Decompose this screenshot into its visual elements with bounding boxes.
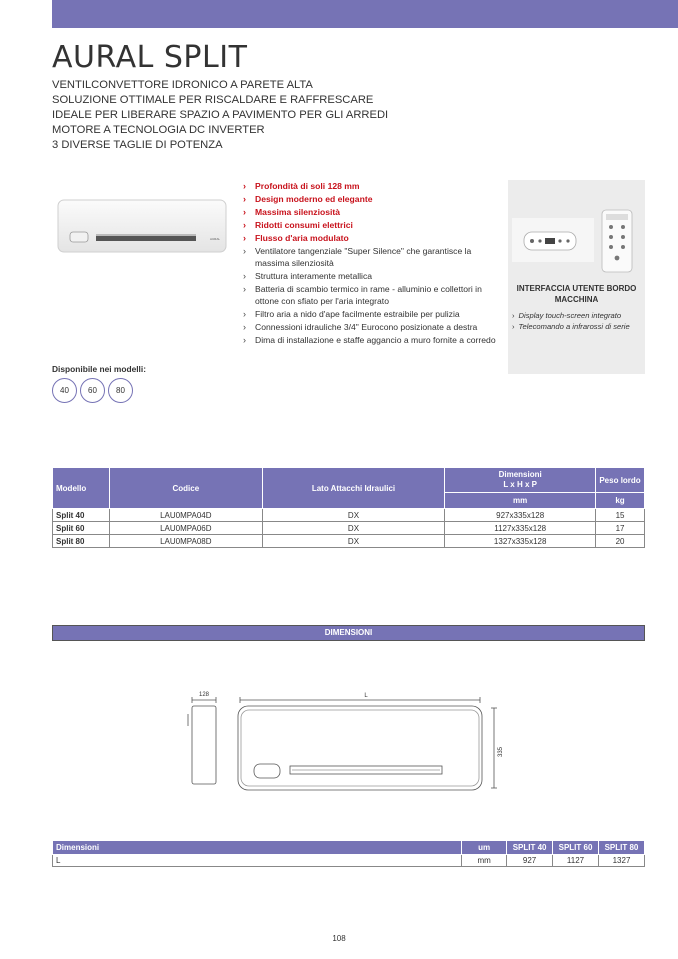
dim-col-header: Dimensioni	[53, 841, 462, 855]
page-title: AURAL SPLIT	[52, 40, 248, 75]
interface-list	[512, 310, 630, 332]
table-row: Split 40 LAU0MPA04D DX 927x335x128 15	[53, 509, 645, 522]
model-size-badge: 40	[52, 378, 77, 403]
bullet-icon: ›	[243, 194, 246, 204]
model-size-badge: 60	[80, 378, 105, 403]
feature-item: › Dima di installazione e staffe aggancio a muro fornite a corredo	[243, 335, 496, 345]
bullet-icon: ›	[243, 322, 246, 332]
feature-list	[242, 180, 502, 347]
bullet-icon: ›	[243, 207, 246, 217]
subtitle-block	[52, 78, 452, 153]
dimensions-section-header: DIMENSIONI	[52, 625, 645, 641]
product-image	[52, 188, 232, 260]
bullet-icon: ›	[243, 181, 246, 191]
side-view	[192, 706, 216, 784]
length-label: L	[364, 693, 368, 699]
height-label: 335	[498, 746, 504, 758]
top-color-bar	[52, 0, 678, 28]
dim-col-header: um	[462, 841, 507, 855]
interface-panel	[508, 180, 645, 374]
feature-item: › Ridotti consumi elettrici	[243, 220, 353, 230]
feature-item: › Design moderno ed elegante	[243, 194, 373, 204]
unit-brand: AURAL	[210, 237, 221, 241]
subtitle-line: VENTILCONVETTORE IDRONICO A PARETE ALTA	[52, 79, 313, 91]
feature-item: › Profondità di soli 128 mm	[243, 181, 360, 191]
table-row: Split 80 LAU0MPA08D DX 1327x335x128 20	[53, 535, 645, 548]
unit-body	[58, 200, 226, 252]
models-label: Disponibile nei modelli:	[52, 364, 146, 374]
col-header-weight: Peso lordo	[596, 468, 645, 493]
feature-item: › Filtro aria a nido d'ape facilmente estraibile per pulizia	[243, 309, 460, 319]
bullet-icon: ›	[243, 220, 246, 230]
subtitle-line: SOLUZIONE OTTIMALE PER RISCALDARE E RAFFRESCARE	[52, 94, 374, 106]
subtitle-line: IDEALE PER LIBERARE SPAZIO A PAVIMENTO PER GLI ARREDI	[52, 109, 389, 121]
front-display	[254, 764, 280, 778]
bullet-icon: ›	[243, 309, 246, 319]
page-number: 108	[332, 934, 346, 943]
front-view	[238, 706, 482, 790]
dim-col-header: SPLIT 40	[507, 841, 553, 855]
col-unit-mm: mm	[445, 493, 596, 509]
col-header-dimensions: Dimensioni L x H x P	[445, 468, 596, 493]
interface-title: INTERFACCIA UTENTE BORDO MACCHINA	[516, 284, 637, 304]
interface-item: › Telecomando a infrarossi di serie	[512, 322, 630, 331]
depth-label: 128	[198, 692, 210, 698]
dimensions-table	[52, 840, 645, 867]
interface-image	[508, 180, 645, 280]
subtitle-line: 3 DIVERSE TAGLIE DI POTENZA	[52, 139, 223, 151]
feature-item: › Massima silenziosità	[243, 207, 341, 217]
col-header-model: Modello	[53, 468, 110, 509]
col-header-side: Lato Attacchi Idraulici	[262, 468, 445, 509]
subtitle-line: MOTORE A TECNOLOGIA DC INVERTER	[52, 124, 265, 136]
models-table	[52, 467, 645, 548]
bullet-icon: ›	[512, 311, 515, 320]
dim-col-header: SPLIT 60	[553, 841, 599, 855]
bullet-icon: ›	[243, 233, 246, 243]
model-size-badge: 80	[108, 378, 133, 403]
bullet-icon: ›	[512, 322, 515, 331]
interface-item: › Display touch-screen integrato	[512, 311, 622, 320]
bullet-icon: ›	[243, 246, 246, 256]
unit-air-outlet	[96, 236, 196, 241]
bullet-icon: ›	[243, 284, 246, 294]
table-row: Split 60 LAU0MPA06D DX 1127x335x128 17	[53, 522, 645, 535]
feature-item: › Ventilatore tangenziale "Super Silence" che garantisce la massima silenziosità	[243, 246, 472, 268]
bullet-icon: ›	[243, 335, 246, 345]
col-header-code: Codice	[109, 468, 262, 509]
feature-item: › Struttura interamente metallica	[243, 271, 373, 281]
dimension-drawing	[180, 686, 520, 796]
model-size-list	[52, 378, 136, 403]
feature-item: › Connessioni idrauliche 3/4" Eurocono posizionate a destra	[243, 322, 478, 332]
feature-item: › Batteria di scambio termico in rame - alluminio e collettori in ottone con sfiato per l'aria integrato	[243, 284, 482, 306]
bullet-icon: ›	[243, 271, 246, 281]
dim-col-header: SPLIT 80	[599, 841, 645, 855]
col-unit-kg: kg	[596, 493, 645, 509]
table-row: L mm 927 1127 1327	[53, 855, 645, 867]
unit-display	[70, 232, 88, 242]
feature-item: › Flusso d'aria modulato	[243, 233, 349, 243]
